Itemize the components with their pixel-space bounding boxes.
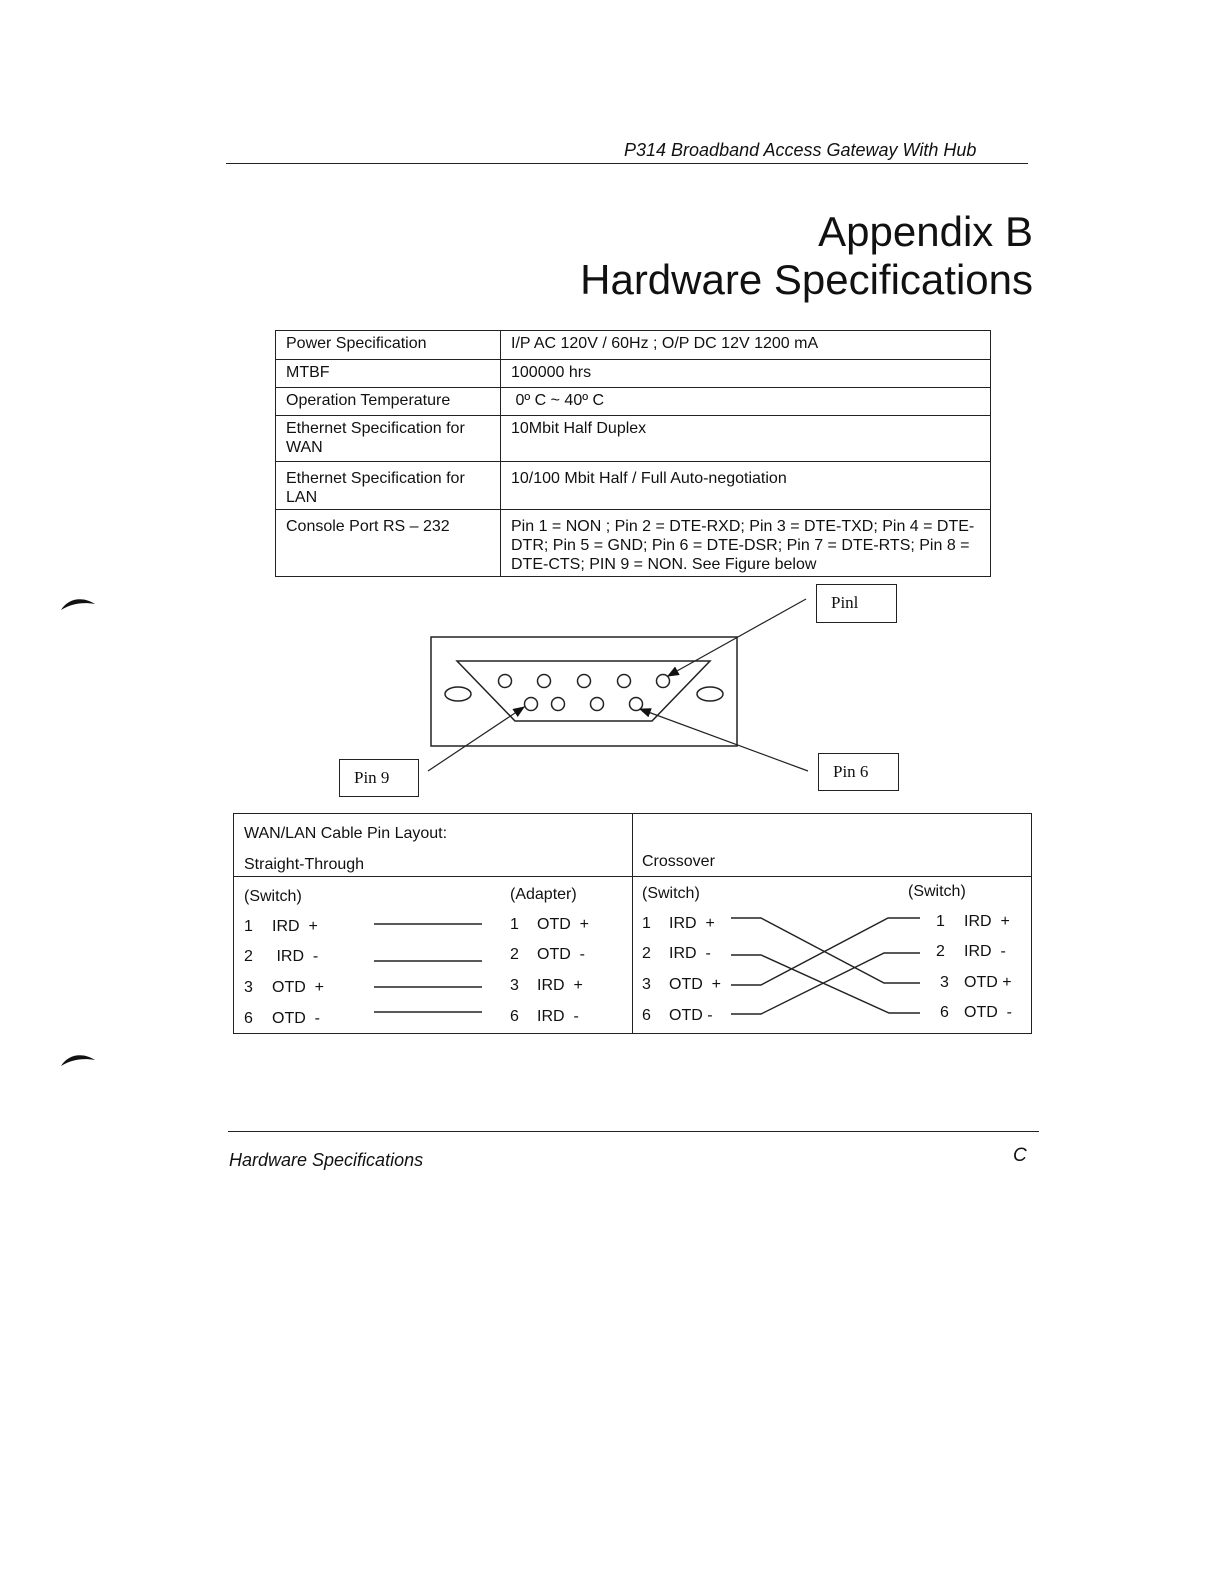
straight-right-pin-num: 6 (510, 1008, 519, 1025)
mount-hole-left (445, 687, 471, 701)
straight-left-pin-signal: OTD + (272, 979, 325, 996)
crossover-right-pin-signal: OTD + (964, 974, 1012, 991)
straight-left-pin-signal: OTD - (272, 1010, 320, 1027)
spec-value: I/P AC 120V / 60Hz ; O/P DC 12V 1200 mA (501, 331, 991, 360)
cable-wiring-lines (234, 814, 1031, 1033)
footer-section-title: Hardware Specifications (229, 1150, 424, 1170)
cable-pin-layout-table (233, 813, 1032, 1034)
straight-left-pin-num: 2 (244, 948, 253, 965)
straight-right-pin-num: 2 (510, 946, 519, 963)
crossover-left-pin-num: 6 (642, 1007, 651, 1024)
spec-value: 10Mbit Half Duplex (501, 416, 991, 462)
crossover-right-pin-signal: OTD - (964, 1004, 1012, 1021)
spec-key: Power Specification (276, 331, 501, 360)
straight-left-pin-signal: IRD + (272, 918, 318, 935)
straight-left-head: (Switch) (244, 888, 302, 905)
appendix-title: Appendix B (818, 208, 1033, 255)
crossover-left-head: (Switch) (642, 885, 700, 902)
running-header: P314 Broadband Access Gateway With Hub (624, 140, 977, 160)
straight-left-pin-num: 6 (244, 1010, 253, 1027)
crossover-left-pin-signal: OTD - (669, 1007, 713, 1024)
spec-key: Console Port RS – 232 (276, 510, 501, 577)
straight-right-pin-signal: OTD + (537, 916, 590, 933)
straight-right-pin-signal: IRD - (537, 1008, 579, 1025)
crossover-left-pin-num: 1 (642, 915, 651, 932)
connector-shell (457, 661, 710, 721)
binder-hole-mark (58, 594, 98, 614)
straight-right-pin-signal: IRD + (537, 977, 583, 994)
crossover-right-pin-num: 6 (940, 1004, 949, 1021)
pin6-leader (640, 709, 808, 771)
spec-value: 10/100 Mbit Half / Full Auto-negotiation (501, 462, 991, 510)
crossover-wire-2-6 (731, 955, 920, 1013)
spec-key: Operation Temperature (276, 388, 501, 416)
straight-right-pin-num: 1 (510, 916, 519, 933)
crossover-label: Crossover (642, 853, 715, 870)
connector-housing (431, 637, 737, 746)
crossover-right-pin-num: 2 (936, 943, 945, 960)
footer-rule (228, 1131, 1039, 1132)
crossover-right-pin-signal: IRD + (964, 913, 1010, 930)
crossover-right-pin-num: 3 (940, 974, 949, 991)
spec-key: Ethernet Specification for LAN (276, 462, 501, 510)
crossover-right-pin-signal: IRD - (964, 943, 1006, 960)
mount-hole-right (697, 687, 723, 701)
spec-key: Ethernet Specification for WAN (276, 416, 501, 462)
spec-value: 0º C ~ 40º C (501, 388, 991, 416)
pin1-callout: Pinl (816, 584, 897, 623)
straight-left-pin-num: 1 (244, 918, 253, 935)
crossover-wire-3-1 (731, 918, 920, 985)
crossover-left-pin-num: 3 (642, 976, 651, 993)
crossover-left-pin-signal: IRD + (669, 915, 715, 932)
straight-left-pin-signal: IRD - (272, 948, 319, 965)
straight-through-label: Straight-Through (244, 856, 365, 873)
footer-page-letter: C (1013, 1145, 1027, 1166)
crossover-right-head: (Switch) (908, 883, 966, 900)
pin-row-top (499, 675, 670, 688)
straight-left-pin-num: 3 (244, 979, 253, 996)
pin-row-bottom (525, 698, 643, 711)
appendix-subtitle: Hardware Specifications (580, 256, 1033, 303)
spec-value: Pin 1 = NON ; Pin 2 = DTE-RXD; Pin 3 = DTE-TXD; Pin 4 = DTE-DTR; Pin 5 = GND; Pin 6 = DTE-DSR; Pin 7 = DTE-RTS; Pin 8 = DTE-CTS; PIN 9 = NON. See Figure below (501, 510, 991, 577)
cable-table-title: WAN/LAN Cable Pin Layout: (244, 825, 448, 842)
straight-right-head: (Adapter) (510, 886, 577, 903)
pin6-callout: Pin 6 (818, 753, 899, 791)
pin9-leader (428, 707, 524, 771)
straight-right-pin-num: 3 (510, 977, 519, 994)
pin9-callout: Pin 9 (339, 759, 419, 797)
crossover-right-pin-num: 1 (936, 913, 945, 930)
crossover-left-pin-signal: IRD - (669, 945, 711, 962)
spec-value: 100000 hrs (501, 360, 991, 388)
straight-right-pin-signal: OTD - (537, 946, 585, 963)
crossover-left-pin-signal: OTD + (669, 976, 722, 993)
binder-hole-mark (58, 1050, 98, 1070)
spec-key: MTBF (276, 360, 501, 388)
crossover-left-pin-num: 2 (642, 945, 651, 962)
